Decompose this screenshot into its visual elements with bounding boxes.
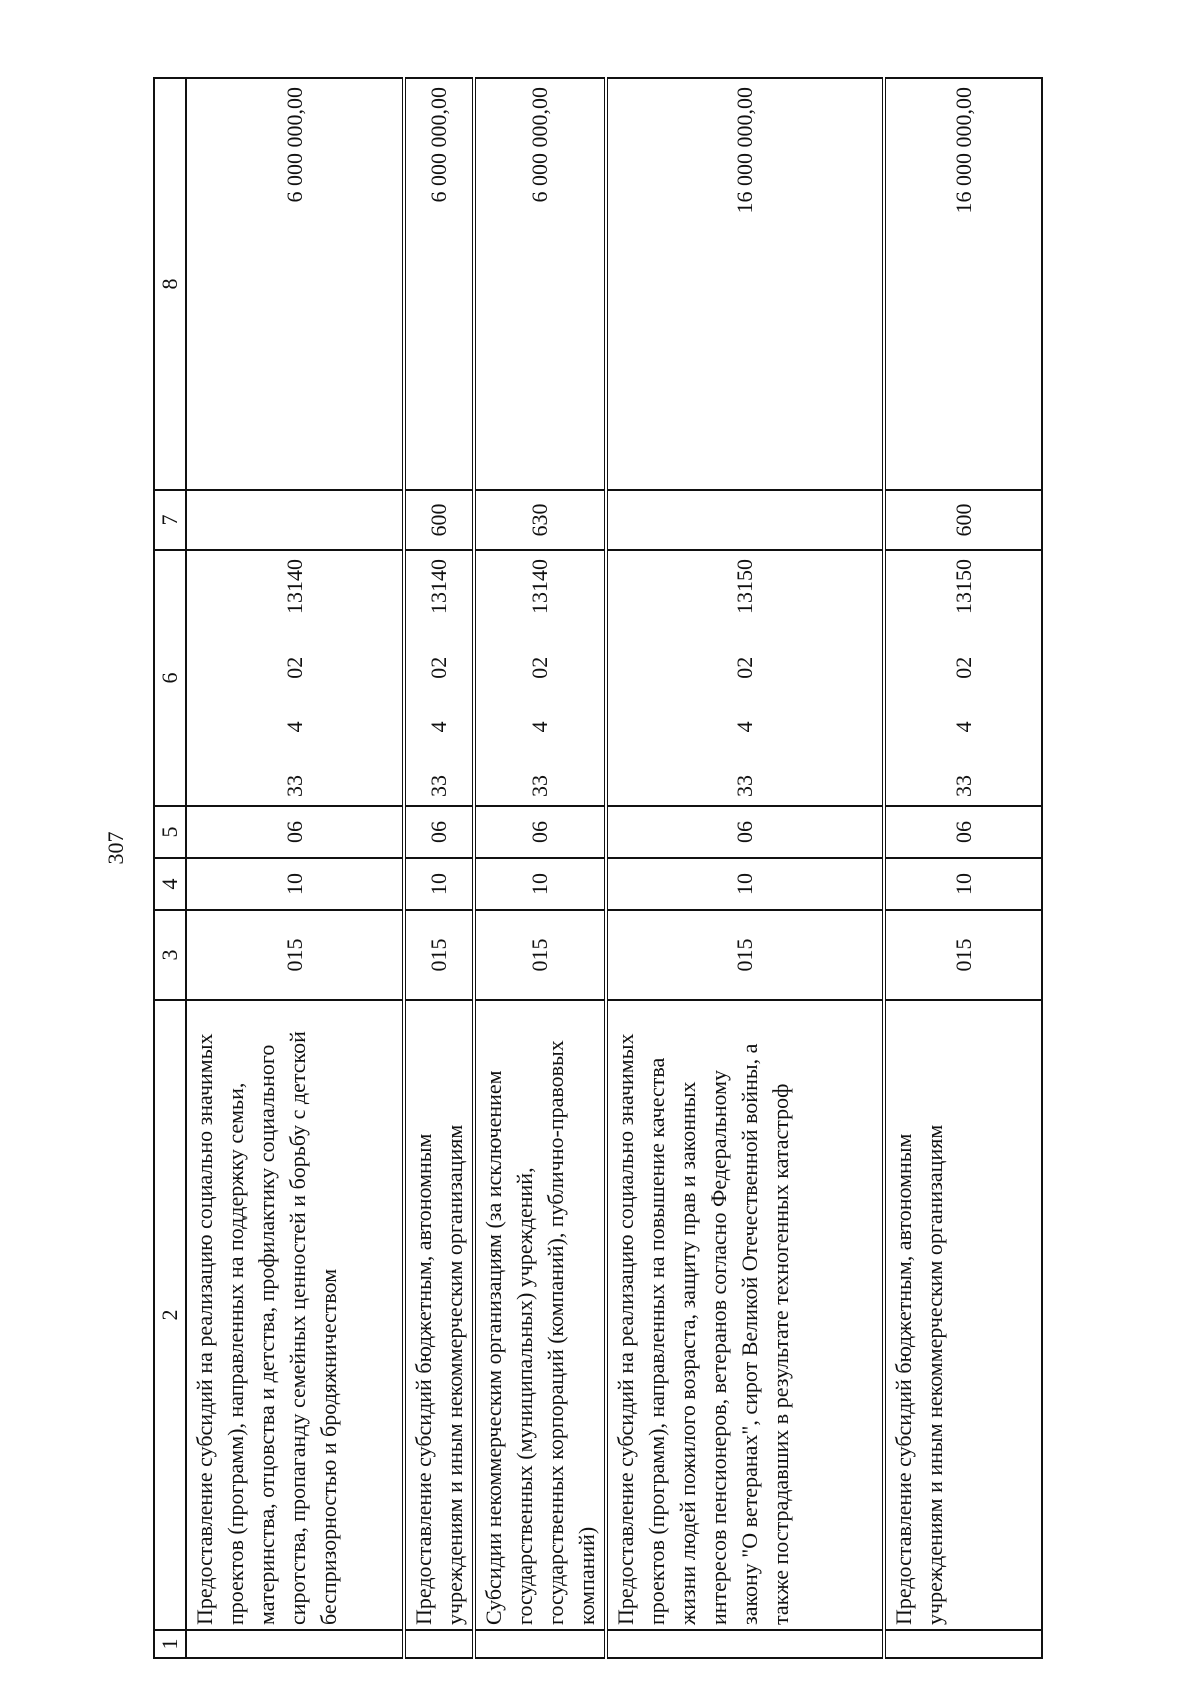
description-cell: Предоставление субсидий на реализацию социально значимых проектов (программ), направленных на поддержку семьи, материнства, отцовства и детства, профилактику социального сиротства, пропаганду семейных ценностей и борьбу с детской беспризорностью и бродяжничеством — [186, 1000, 404, 1630]
ministry-code-cell: 015 — [474, 910, 606, 1000]
description-cell: Предоставление субсидий на реализацию социально значимых проектов (программ), направленных на повышение качества жизни людей пожилого возраста, защиту прав и законных интересов пенсионеров, ветеранов согласно Федеральному закону "О ветеранах", сирот Великой Отечественной войны, а также пострадавших в результате техногенных катастроф — [606, 1000, 884, 1630]
code-part: 13150 — [950, 559, 976, 615]
code-part: 4 — [950, 721, 976, 733]
code-part: 33 — [527, 775, 552, 797]
amount-cell: 6 000 000,00 — [474, 78, 606, 490]
subsection-cell: 06 — [606, 806, 884, 858]
section-cell: 10 — [884, 858, 1042, 910]
code-part: 02 — [732, 656, 757, 679]
budget-table — [153, 77, 1043, 1659]
code-part: 33 — [281, 775, 307, 797]
code-part: 13140 — [426, 559, 451, 615]
section-cell: 10 — [606, 858, 884, 910]
subsection-cell: 06 — [884, 806, 1042, 858]
table-row — [474, 78, 606, 1658]
code-part: 4 — [732, 721, 757, 733]
code-part: 13140 — [281, 559, 307, 615]
code-part: 4 — [527, 721, 552, 733]
expense-type-cell: 600 — [884, 490, 1042, 550]
section-cell: 10 — [186, 858, 404, 910]
subsection-cell: 06 — [186, 806, 404, 858]
header-row — [154, 78, 186, 1658]
page-number: 307 — [103, 831, 128, 865]
description-cell: Предоставление субсидий бюджетным, автономным учреждениям и иным некоммерческим организациям — [884, 1000, 1042, 1630]
amount-cell: 6 000 000,00 — [186, 78, 404, 490]
header-cell-2: 2 — [154, 1000, 186, 1630]
code-part: 4 — [281, 721, 307, 733]
expense-type-cell: 630 — [474, 490, 606, 550]
target-article-cell — [186, 550, 404, 806]
row-number-cell — [474, 1630, 606, 1658]
section-cell: 10 — [404, 858, 474, 910]
amount-cell: 16 000 000,00 — [884, 78, 1042, 490]
amount-cell: 16 000 000,00 — [606, 78, 884, 490]
table-row — [606, 78, 884, 1658]
header-cell-8: 8 — [154, 78, 186, 490]
code-part: 13150 — [732, 559, 757, 615]
budget-table-rotated — [153, 79, 1043, 1659]
section-cell: 10 — [474, 858, 606, 910]
target-article-cell — [884, 550, 1042, 806]
header-cell-3: 3 — [154, 910, 186, 1000]
row-number-cell — [606, 1630, 884, 1658]
row-number-cell — [884, 1630, 1042, 1658]
row-number-cell — [404, 1630, 474, 1658]
header-cell-7: 7 — [154, 490, 186, 550]
code-part: 13140 — [527, 559, 552, 615]
code-part: 02 — [426, 656, 451, 679]
description-cell: Субсидии некоммерческим организациям (за исключением государственных (муниципальных) учреждений, государственных корпораций (компаний), публично-правовых компаний) — [474, 1000, 606, 1630]
subsection-cell: 06 — [404, 806, 474, 858]
table-row — [186, 78, 404, 1658]
code-part: 02 — [527, 656, 552, 679]
table-row — [404, 78, 474, 1658]
row-number-cell — [186, 1630, 404, 1658]
code-part: 33 — [426, 775, 451, 797]
table-row — [884, 78, 1042, 1658]
target-article-cell — [606, 550, 884, 806]
code-part: 02 — [281, 656, 307, 679]
header-cell-1: 1 — [154, 1630, 186, 1658]
ministry-code-cell: 015 — [404, 910, 474, 1000]
expense-type-cell: 600 — [404, 490, 474, 550]
expense-type-cell — [186, 490, 404, 550]
amount-cell: 6 000 000,00 — [404, 78, 474, 490]
code-part: 33 — [732, 775, 757, 797]
code-part: 4 — [426, 721, 451, 733]
expense-type-cell — [606, 490, 884, 550]
subsection-cell: 06 — [474, 806, 606, 858]
description-cell: Предоставление субсидий бюджетным, автономным учреждениям и иным некоммерческим организациям — [404, 1000, 474, 1630]
ministry-code-cell: 015 — [606, 910, 884, 1000]
code-part: 33 — [950, 775, 976, 797]
target-article-cell — [474, 550, 606, 806]
ministry-code-cell: 015 — [884, 910, 1042, 1000]
header-cell-5: 5 — [154, 806, 186, 858]
header-cell-6: 6 — [154, 550, 186, 806]
ministry-code-cell: 015 — [186, 910, 404, 1000]
target-article-cell — [404, 550, 474, 806]
header-cell-4: 4 — [154, 858, 186, 910]
code-part: 02 — [950, 656, 976, 679]
